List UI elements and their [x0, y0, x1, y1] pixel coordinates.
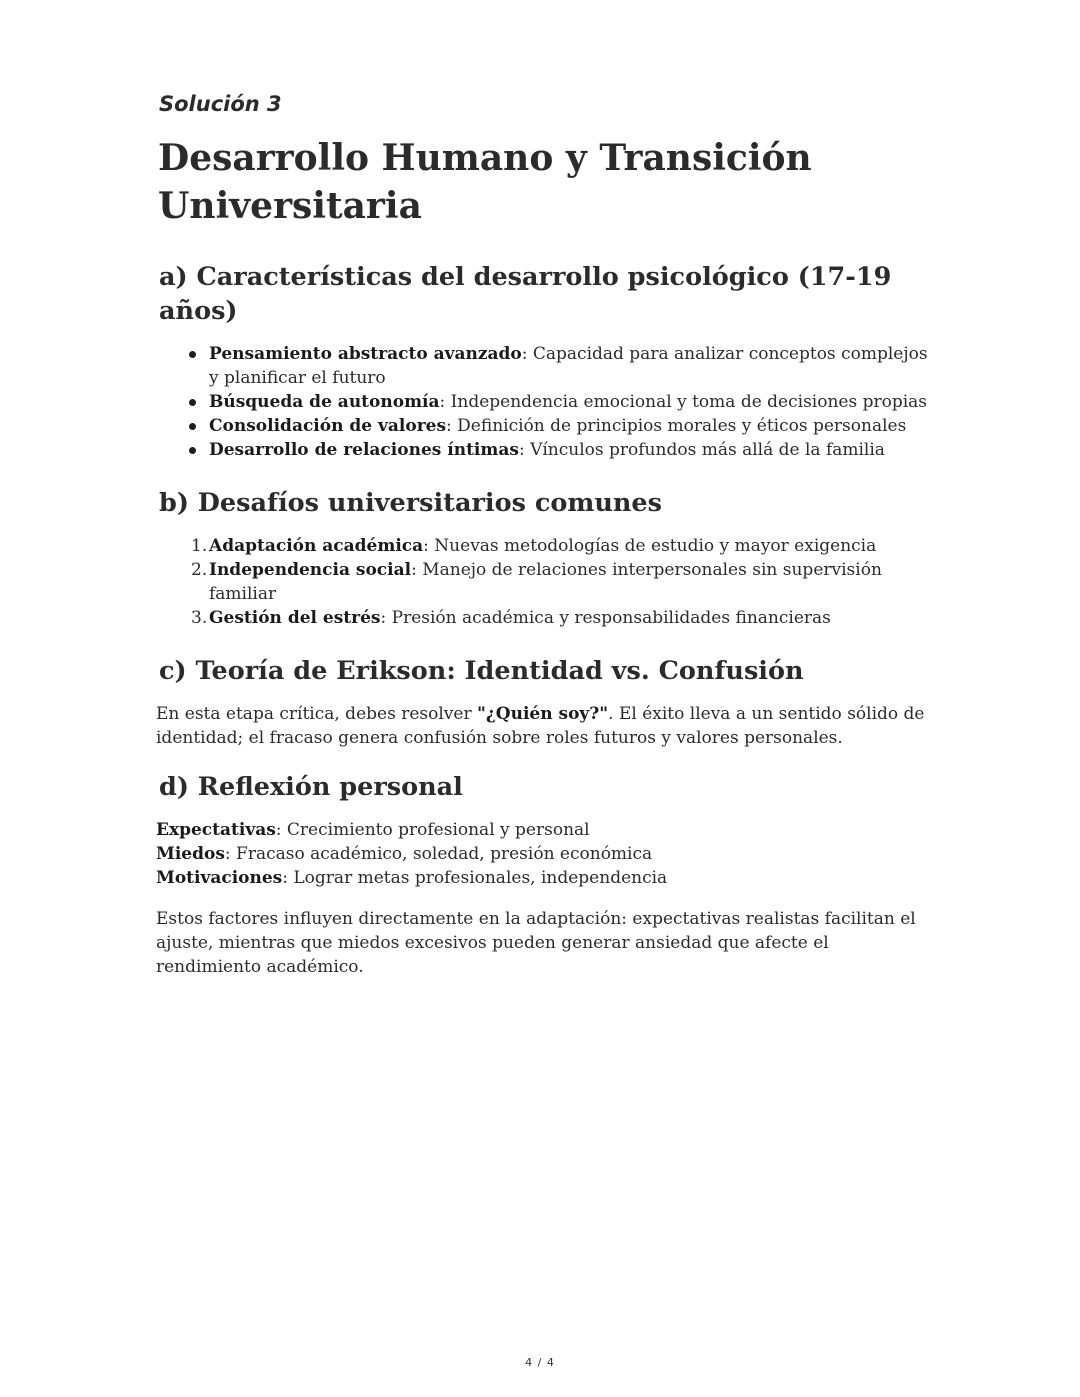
reflection-paragraph: Estos factores influyen directamente en la adaptación: expectativas realistas facilitan el ajuste, mientras que miedos excesivos pueden generar ansiedad que afecte el rendimiento académico.	[156, 909, 916, 977]
list-item-text: : Vínculos profundos más allá de la familia	[518, 440, 885, 460]
list-item	[209, 342, 928, 390]
reflection-line	[156, 866, 928, 890]
reflection-term: Expectativas	[156, 820, 276, 840]
paragraph-text: En esta etapa crítica, debes resolver	[156, 704, 477, 724]
list-item-term: Independencia social	[209, 560, 412, 580]
list-item	[209, 390, 928, 414]
list-item-number: 3.	[191, 608, 208, 628]
section-c-heading: c) Teoría de Erikson: Identidad vs. Confusión	[159, 656, 804, 686]
list-item-term: Adaptación académica	[209, 536, 424, 556]
list-item-text: : Independencia emocional y toma de decisiones propias	[439, 392, 928, 412]
reflection-term: Motivaciones	[156, 868, 283, 888]
list-item-number: 1.	[191, 536, 208, 556]
list-item-term: Búsqueda de autonomía	[209, 392, 440, 412]
paragraph-text: . El éxito lleva a un sentido sólido de identidad; el fracaso genera confusión sobre roles futuros y valores personales.	[156, 704, 925, 748]
list-item-text: : Capacidad para analizar conceptos complejos y planificar el futuro	[209, 344, 928, 388]
reflection-text: : Crecimiento profesional y personal	[275, 820, 590, 840]
list-item	[191, 606, 928, 630]
list-item-term: Gestión del estrés	[209, 608, 381, 628]
list-item-text: : Definición de principios morales y éticos personales	[446, 416, 907, 436]
reflection-text: : Lograr metas profesionales, independencia	[282, 868, 668, 888]
section-b-heading: b) Desafíos universitarios comunes	[159, 488, 663, 518]
page-number: 4 / 4	[525, 1356, 555, 1369]
list-item-term: Consolidación de valores	[209, 416, 447, 436]
document-page	[158, 92, 928, 999]
section-d-heading: d) Reflexión personal	[159, 772, 463, 802]
list-item	[209, 414, 928, 438]
section-a-list	[158, 342, 928, 462]
list-item-text: : Manejo de relaciones interpersonales sin supervisión familiar	[209, 560, 882, 604]
reflection-lines	[156, 818, 928, 890]
reflection-line	[156, 818, 928, 842]
list-item-term: Pensamiento abstracto avanzado	[209, 344, 522, 364]
section-b-list	[158, 534, 928, 630]
list-item	[191, 534, 928, 558]
reflection-text: : Fracaso académico, soledad, presión económica	[224, 844, 653, 864]
reflection-term: Miedos	[156, 844, 225, 864]
document-title: Desarrollo Humano y Transición Universitaria	[158, 137, 812, 227]
list-item	[209, 438, 928, 462]
list-item-text: : Presión académica y responsabilidades financieras	[380, 608, 831, 628]
list-item-number: 2.	[191, 560, 208, 580]
section-a-heading: a) Características del desarrollo psicológico (17-19 años)	[159, 262, 892, 326]
list-item-text: : Nuevas metodologías de estudio y mayor exigencia	[423, 536, 877, 556]
solution-label: Solución 3	[159, 92, 282, 116]
paragraph-emphasis: "¿Quién soy?"	[476, 704, 609, 724]
reflection-line	[156, 842, 928, 866]
list-item	[191, 558, 928, 606]
erikson-paragraph	[156, 702, 928, 750]
list-item-term: Desarrollo de relaciones íntimas	[209, 440, 519, 460]
